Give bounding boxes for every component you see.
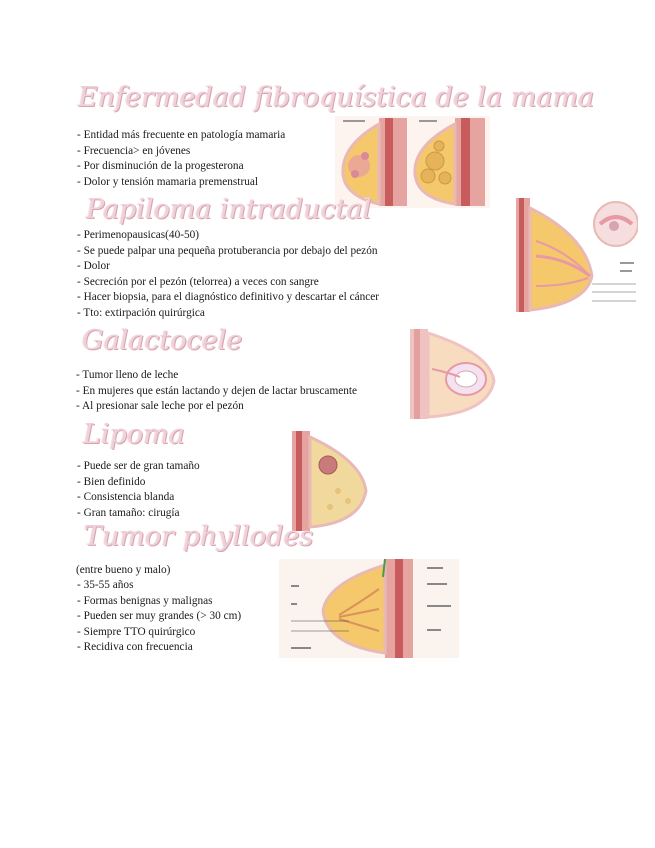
list-item: - Puede ser de gran tamaño: [77, 460, 200, 472]
list-item: - Al presionar sale leche por el pezón: [76, 400, 244, 412]
list-item: - Entidad más frecuente en patología mamaria: [77, 129, 286, 141]
list-item: - Bien definido: [77, 475, 146, 488]
list-item: - Siempre TTO quirúrgico: [77, 625, 196, 638]
phyllodes-intro: (entre bueno y malo): [76, 564, 171, 576]
list-item: - En mujeres que están lactando y dejen de lactar bruscamente: [76, 384, 358, 397]
section-list-phyllodes: [77, 578, 241, 656]
section-list-fibroquistica: [77, 128, 285, 190]
list-item: - 35-55 años: [77, 579, 134, 591]
list-item: - Frecuencia> en jóvenes: [77, 144, 191, 157]
list-item: - Recidiva con frecuencia: [77, 641, 193, 653]
section-title-fibroquistica: Enfermedad fibroquística de la mama: [78, 82, 595, 113]
list-item: - Por disminución de la progesterona: [77, 160, 244, 172]
lipoma-illustration: [290, 431, 370, 531]
section-list-galactocele: [76, 368, 357, 415]
phyllodes-illustration: [279, 559, 459, 658]
papilloma-illustration: [516, 196, 638, 314]
list-item: - Perimenopausicas(40-50): [77, 229, 200, 241]
list-item: - Hacer biopsia, para el diagnóstico definitivo y descartar el cáncer: [77, 291, 380, 303]
section-list-papiloma: [77, 228, 379, 321]
list-item: - Consistencia blanda: [77, 491, 175, 503]
section-title-phyllodes: Tumor phyllodes: [84, 521, 314, 552]
list-item: - Tto: extirpación quirúrgica: [77, 306, 205, 319]
list-item: - Dolor y tensión mamaria premenstrual: [77, 175, 259, 188]
section-title-lipoma: Lipoma: [83, 419, 185, 450]
list-item: - Se puede palpar una pequeña protuberancia por debajo del pezón: [77, 244, 378, 257]
list-item: - Tumor lleno de leche: [76, 369, 179, 381]
list-item: - Dolor: [77, 260, 110, 272]
section-list-lipoma: [77, 459, 200, 521]
list-item: - Formas benignas y malignas: [77, 594, 213, 607]
list-item: - Secreción por el pezón (telorrea) a veces con sangre: [77, 275, 319, 288]
galactocele-illustration: [410, 329, 496, 419]
section-title-papiloma: Papiloma intraductal: [86, 194, 372, 225]
list-item: - Pueden ser muy grandes (> 30 cm): [77, 610, 242, 622]
list-item: - Gran tamaño: cirugía: [77, 506, 180, 519]
section-title-galactocele: Galactocele: [82, 325, 243, 356]
